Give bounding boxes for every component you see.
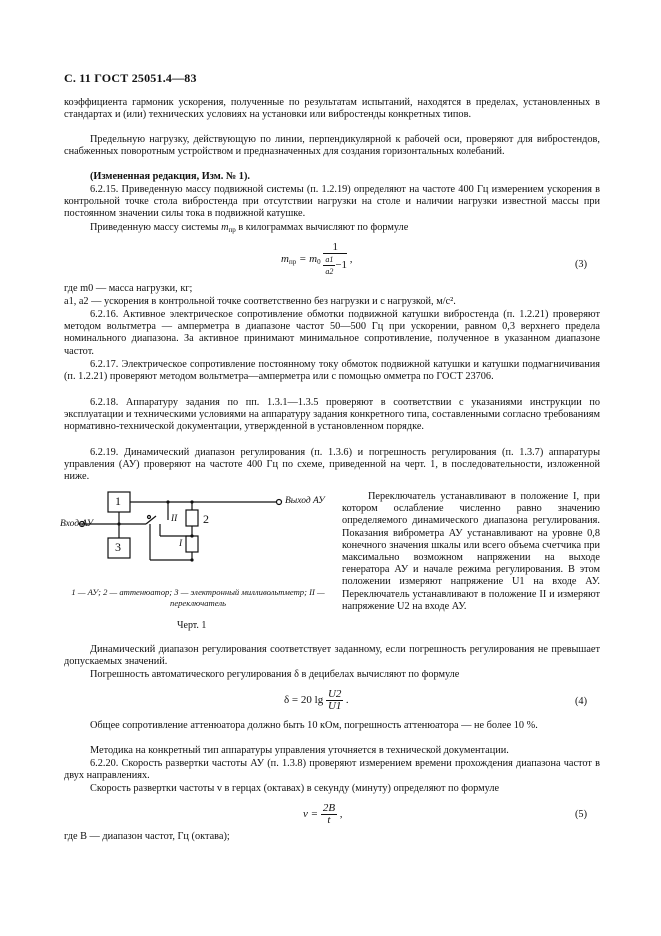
amendment-note: (Измененная редакция, Изм. № 1). — [90, 171, 250, 182]
paragraph: a1, a2 — ускорения в контрольной точке соответственно без нагрузки и с нагрузкой, м/с². — [64, 296, 456, 307]
formula-5: v = $\frac{2B}{t}$ , — [303, 802, 343, 826]
paragraph: Общее сопротивление аттенюатора должно быть 10 кОм, погрешность аттенюатора — не более 10 %. — [90, 720, 538, 731]
paragraph: Скорость развертки частоты v в герцах (октавах) в секунду (минуту) определяют по формуле — [90, 783, 500, 794]
page-header: С. 11 ГОСТ 25051.4—83 — [64, 71, 197, 85]
paragraph-6-2-18: 6.2.18. Аппаратуру задания по пп. 1.3.1—1.3.5 проверяют в соответствии с указаниями инструкции по эксплуатации и техническими условиями на аппаратуру задания конкретного типа, составленными согласно требованиям нормативно-технической документации, утвержденной в установленном порядке. — [64, 397, 600, 433]
paragraph-switch-procedure: Переключатель устанавливают в положение I, при котором ослабление численно равно значению определяемого динамического диапазона регулирования. Показания виброметра АУ устанавливают на уровне 0,8 конечного значения шкалы или всего объема счетчика при максимально возможном напряжении на выходе генератора АУ и начале режима регулирования. В этом положении измеряют напряжение U1 на входе АУ. Переключатель устанавливают в положение II и измеряют напряжение U2 на входе АУ. — [342, 491, 600, 612]
paragraph: Приведенную массу системы $m_{пр}$ в килограммах вычисляют по формуле — [90, 222, 409, 234]
input-label: Вход АУ — [60, 519, 94, 529]
paragraph: Методика на конкретный тип аппаратуры управления уточняется в технической документации. — [90, 745, 509, 756]
output-label: Выход АУ — [285, 496, 325, 506]
paragraph-6-2-19: 6.2.19. Динамический диапазон регулирования (п. 1.3.6) и погрешность регулирования (п. 1.3.7) аппаратуры управления (АУ) проверяют на частоте 400 Гц по схеме, приведенной на черт. 1, в последовательности, изложенной ниже. — [64, 447, 600, 483]
figure-title: Черт. 1 — [177, 620, 207, 631]
paragraph-6-2-17: 6.2.17. Электрическое сопротивление постоянному току обмоток подвижной катушки и катушки подмагничивания (п. 1.2.21) проверяют методом вольтметра—амперметра или с помощью омметра по ГОСТ 23706. — [64, 359, 600, 383]
paragraph-6-2-15: 6.2.15. Приведенную массу подвижной системы (п. 1.2.19) определяют на частоте 400 Гц измерением ускорения в контрольной точке стола вибростенда при отсутствии нагрузки на столе и наличии нагрузки известной массы при постоянном значении силы тока в подвижной катушке. — [64, 184, 600, 220]
paragraph: Погрешность автоматического регулирования δ в децибелах вычисляют по формуле — [90, 669, 460, 680]
paragraph: где m0 — масса нагрузки, кг; — [64, 283, 193, 294]
position-II-label: II — [171, 514, 178, 524]
block-2-label: 2 — [203, 512, 209, 526]
paragraph-6-2-16: 6.2.16. Активное электрическое сопротивление обмотки подвижной катушки вибростенда (п. 1.2.21) проверяют методом вольтметра — амперметра в диапазоне частот 50—500 Гц при ускорении, равном 0,3 верхнего предела номинального диапазона. За активное принимают минимальное сопротивление, полученное в указанном диапазоне частот. — [64, 309, 600, 357]
paragraph: Динамический диапазон регулирования соответствует заданному, если погрешность регулирования не превышает допускаемых значений. — [64, 644, 600, 668]
formula-4: δ = 20 lg $\frac{U2}{U1}$ . — [284, 688, 349, 712]
position-I-label: I — [179, 539, 183, 549]
equation-number: (4) — [575, 696, 588, 707]
paragraph: Предельную нагрузку, действующую по линии, перпендикулярной к рабочей оси, проверяют для вибростендов, снабженных поворотным устройством и предназначенных для создания горизонтальных колебаний. — [64, 134, 600, 158]
figure-caption: 1 — АУ; 2 — аттенюатор; 3 — электронный милливольтметр; II — переключатель — [71, 587, 325, 608]
formula-3: $m_{пр} = m_0$ 1 $\frac{a1}{a2}$ −1 , — [281, 241, 353, 276]
block-1-label: 1 — [115, 494, 121, 508]
paragraph: где B — диапазон частот, Гц (октава); — [64, 831, 230, 842]
block-3-label: 3 — [115, 540, 121, 554]
paragraph-6-2-20: 6.2.20. Скорость развертки частоты АУ (п. 1.3.8) проверяют измерением времени прохождения диапазона частот в двух направлениях. — [64, 758, 600, 782]
paragraph: коэффициента гармоник ускорения, полученные по результатам испытаний, находятся в пределах, установленных в стандартах и (или) технических условиях на установки или вибростенды конкретных типов. — [64, 97, 600, 121]
equation-number: (5) — [575, 809, 588, 820]
equation-number: (3) — [575, 259, 588, 270]
